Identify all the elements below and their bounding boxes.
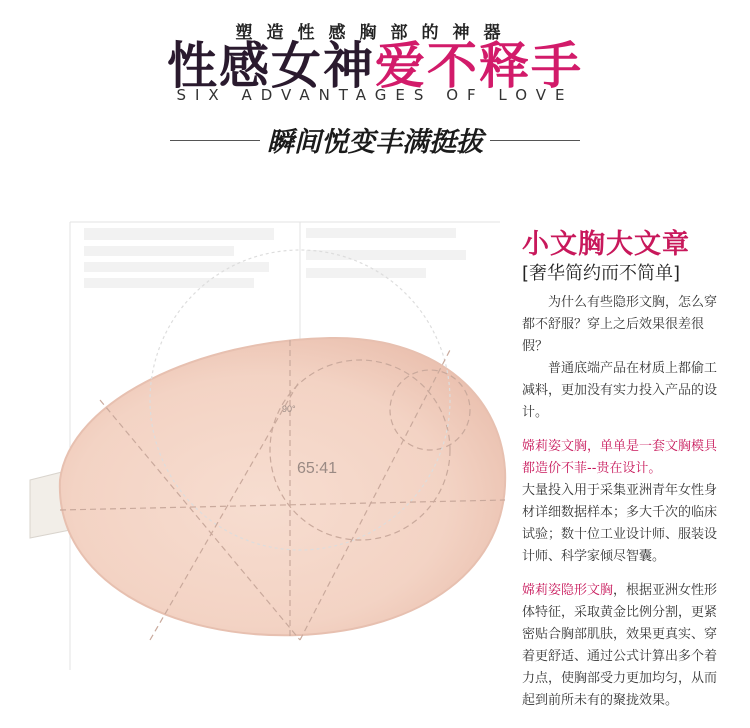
title-pink: 爱不释手 <box>375 37 583 95</box>
angle-label: 90° <box>282 404 296 414</box>
english-subtitle: SIX ADVANTAGES OF LOVE <box>176 86 574 104</box>
panel-heading: 小文胸大文章 <box>522 229 690 260</box>
paragraph-4-text: ，根据亚洲女性形体特征，采取黄金比例分割，更紧密贴合胸部肌肤，效果更真实、穿着更舒适、通过公式计算出多个着力点，使胸部受力更加均匀，从而起到前所未有的聚拢效果。 <box>522 583 718 708</box>
paragraph-1: 为什么有些隐形文胸，怎么穿都不舒服？穿上之后效果很差很假？ <box>522 295 718 354</box>
paragraph-3: 大量投入用于采集亚洲青年女性身材详细数据样本；多大千次的临床试验；数十位工业设计师、服装设计师、科学家倾尽智囊。 <box>522 483 718 564</box>
paragraph-4-highlight: 嫦莉姿隐形文胸 <box>522 583 614 598</box>
divider-right <box>490 140 580 141</box>
paragraph-4 <box>522 580 727 712</box>
tagline: 塑造性感胸部的神器 <box>235 23 515 43</box>
text-panel <box>522 228 727 712</box>
bra-cup <box>60 338 505 635</box>
paragraph-3-highlight: 嫦莉姿文胸，单单是一套文胸模具都造价不菲--贵在设计。 <box>522 439 718 476</box>
subtitle: 瞬间悦变丰满挺拔 <box>267 127 483 158</box>
title-dark: 性感女神 <box>167 37 375 95</box>
panel-subheading: [奢华简约而不简单] <box>522 263 681 284</box>
ratio-label: 65:41 <box>297 460 338 477</box>
paragraph-2: 普通底端产品在材质上都偷工减料，更加没有实力投入产品的设计。 <box>522 361 718 420</box>
divider-left <box>170 140 260 141</box>
